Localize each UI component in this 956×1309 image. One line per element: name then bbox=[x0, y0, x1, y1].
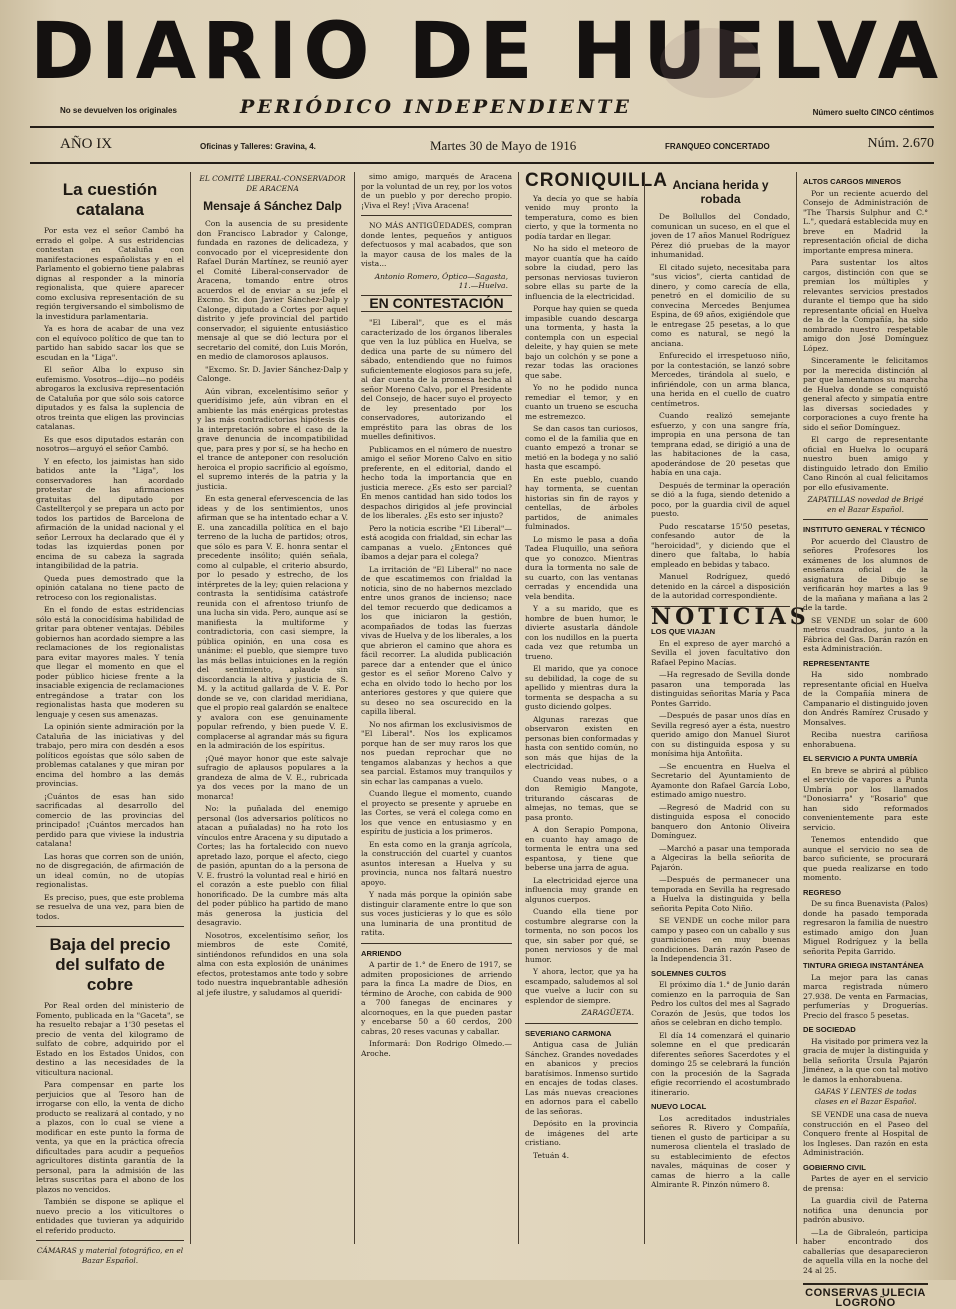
article-body-anciana bbox=[651, 212, 790, 601]
paragraph: Para sustentar los altos cargos, distinción con que se premian los múltiples y relevantes servicios prestados durante el tiempo que ha sido representante oficial en Huelva de la de la Compañía, ha sido nombrado nuestro respetable amigo don José Domínguez López. bbox=[803, 258, 928, 353]
paragraph: Es que esos diputados estarán con nosotros—arguyó el señor Cambó. bbox=[36, 434, 184, 453]
article-kicker-comite: EL COMITÉ LIBERAL-CONSERVADOR DE ARACENA bbox=[199, 174, 346, 193]
paragraph: No: la puñalada del enemigo personal (los adversarios políticos no atacan a puñaladas) no ha roto los vínculos entre Aracena y su diputado a Cortes; las ha fortalecido con nuevo apretado lazo, porque el afecto, ciego de pasión, apuntan do a la persona de V. E. frustró la voluntad real e hirió en el corazón a este pueblo con filial honorificado. De la cumbre más alta del poder público ha partido de mano más generosa la justicia del desagravio. bbox=[197, 804, 348, 927]
column-6 bbox=[796, 172, 934, 1309]
paragraph: Ha visitado por primera vez la gracia de mujer la distinguida y bella señorita Úrsula Pajarón Jiménez, a la que con tal motivo le damos la enhorabuena. bbox=[803, 1036, 928, 1084]
column-3 bbox=[354, 172, 518, 1244]
paragraph: El citado sujeto, necesitaba para "sus vicios", cierta cantidad de dinero, y como carecía de ella, penetró en el domicilio de su convecina Mercedes Benjumea Espina, de 69 años, exigiéndole que le entregase 25 pesetas, a lo que como es natural, se negó la anciana. bbox=[651, 262, 790, 348]
paragraph: La mejor para las canas marca registrada número 27.938. De venta en Farmacias, perfumerías y Droguerías. Precio del frasco 5 pesetas. bbox=[803, 972, 928, 1020]
paragraph: Queda pues demostrado que la opinión catalana no tiene pacto de retroceso con los regionalistas. bbox=[36, 573, 184, 602]
ad-coche: SE VENDE un coche milor para campo y paseo con un caballo y sus guarniciones en muy buenas condiciones. Darán razón Paseo de la Independencia 31. bbox=[651, 916, 790, 963]
paragraph: ¡Qué mayor honor que este salvaje sufragio de aplausos populares a la grandeza de alma de V. E., rubricada ya dos veces por la mano de un monarca! bbox=[197, 753, 348, 801]
masthead-subtitle: PERIÓDICO INDEPENDIENTE bbox=[240, 96, 632, 118]
article-columns bbox=[30, 170, 934, 1309]
paragraph: Ya es hora de acabar de una vez con el equívoco político de que tan to partido han sabido sacar los que se escudan en la "Liga". bbox=[36, 324, 184, 362]
paragraph: "Excmo. Sr. D. Javier Sánchez-Dalp y Calonge. bbox=[197, 364, 348, 383]
paragraph: Reciba nuestra cariñosa enhorabuena. bbox=[803, 730, 928, 749]
paragraph: Para compensar en parte los perjuicios que al Tesoro han de irrogarse con ello, la venta de dicho producto se realizará al contado, y no a plazos, con lo cual se viene a modificar en este punto la forma de venta, ya que en la práctica ofrecía dificultades para acudir a pequeños agricultores distinta garantía de la personal, para la admisión de las letras suscritas para el abono de los plazos no vencidos. bbox=[36, 1080, 184, 1194]
paragraph: Porque hay quien se queda impasible cuando descarga una tormenta, y hasta la contempla con un especial deleite, y hay quien se mete bajo un colchón y se pone a rezar todas las oraciones que sabe. bbox=[525, 304, 638, 380]
paragraph: Las horas que corren son de unión, no de disgregación, de afirmación de un ideal común, no de utopías regionalistas. bbox=[36, 851, 184, 889]
paragraph: Por acuerdo del Claustro de señores Profesores los exámenes de los alumnos de enseñanza oficial de la asignatura de Dibujo se verificarán hoy martes a las 9 de la mañana y mañana a las 2 de la tarde. bbox=[803, 536, 928, 612]
paragraph: No nos afirman los exclusivismos de "El Liberal". Nos los explicamos porque han de ser muy raros los que nos puedan reprochar que no tengamos alabanzas y hechos a que sea parcial. Estamos muy tranquilos y sin echar las campanas a vuelo. bbox=[361, 719, 512, 786]
paragraph: —Después de pasar unos días en Sevilla regresó ayer a ésta, nuestro querido amigo don Manuel Siurot con su distinguida esposa y su monísima hija Antoñita. bbox=[651, 711, 790, 758]
franqueo-label: FRANQUEO CONCERTADO bbox=[665, 142, 770, 151]
article-title-catalana: La cuestión catalana bbox=[62, 180, 158, 219]
paragraph: Algunas rarezas que observaron existen en personas bien conformadas y hasta con sentido común, no son más que hijas de la electricidad. bbox=[525, 714, 638, 771]
paragraph: Y a su marido, que es hombre de buen humor, le divierte asustarla dándole con los nudillos en la puerta cada vez que retumba un trueno. bbox=[525, 604, 638, 661]
subhead-viajan: LOS QUE VIAJAN bbox=[651, 627, 716, 636]
paragraph: En breve se abrirá al público el servicio de vapores a Punta Umbría por los llamados "Donosiarra" y "Rosario" que han sido reformados convenientemente para este servicio. bbox=[803, 765, 928, 832]
paragraph: Y ahora, lector, que ya ha escampado, saludemos al sol que vuelve a lucir con su esplendor de siempre. bbox=[525, 967, 638, 1005]
paragraph: Manuel Rodríguez, quedó detenido en la cárcel a disposición de la autoridad correspondiente. bbox=[651, 572, 790, 600]
paragraph: De su finca Buenavista (Palos) donde ha pasado temporada regresaron la familia de nuestro estimado amigo don Juan Miguel Rodríguez y la bella señorita Pepita Garrido. bbox=[803, 899, 928, 956]
paragraph: Yo no he podido nunca remediar el temor, y en cuanto un trueno se escucha me estremezco. bbox=[525, 383, 638, 421]
ad-zapatillas: ZAPATILLAS novedad de Brigé en el Bazar Español. bbox=[807, 495, 924, 514]
article-body-croniquilla bbox=[525, 194, 638, 1006]
paragraph: El día 14 comenzará el quinario solemne en el que predicarán diferentes señores Sacerdotes y el domingo 25 se celebrará la función con la procesión de la Sagrada efigie recorriendo el acostumbrado itinerario. bbox=[651, 1030, 790, 1097]
price-note: Número suelto CINCO céntimos bbox=[812, 108, 934, 117]
paragraph: —Ha regresado de Sevilla donde pasaron una temporada las distinguidas señoritas María y Paca Pontes Garrido. bbox=[651, 670, 790, 708]
paragraph: La guardia civil de Paterna notifica una denuncia por padrón abusivo. bbox=[803, 1196, 928, 1224]
article-body-catalana bbox=[36, 226, 184, 921]
croniquilla-signature: ZARAGÜETA. bbox=[581, 1008, 634, 1017]
article-body-mensaje bbox=[197, 219, 348, 997]
paragraph: simo amigo, marqués de Aracena por la voluntad de un rey, por los votos de un pueblo y por derecho propio. ¡Viva el Rey! ¡Viva Aracena! bbox=[361, 172, 512, 210]
article-title-sulfato: Baja del precio del sulfato de cobre bbox=[49, 935, 171, 994]
paragraph: Antigua casa de Julián Sánchez. Grandes novedades en abanicos y precios baratísimos. Inmenso surtido en encajes de todas clases. Las más nuevas creaciones en adornos para el cabello de las señoras. bbox=[525, 1040, 638, 1116]
paragraph: Tetuán 4. bbox=[533, 1150, 569, 1160]
paragraph: —Después de permanecer una temporada en Sevilla ha regresado a Huelva la distinguida y bella señorita Pepita Coto Niño. bbox=[651, 875, 790, 913]
ad-gafas: GAFAS Y LENTES de todas clases en el Bazar Español. bbox=[814, 1087, 917, 1106]
paragraph: De Bollullos del Condado, comunican un suceso, en el que el joven de 17 años Manuel Rodríguez Pérez dió pruebas de la mayor inhumanidad. bbox=[651, 212, 790, 259]
ad-camaras: CÁMARAS y material fotográfico, en el Bazar Español. bbox=[36, 1246, 184, 1265]
paragraph: Ha sido nombrado representante oficial en Huelva de la Compañía minera de Campanario el distinguido joven don Andrés Ramírez Crusado y Monsalves. bbox=[803, 670, 928, 727]
separator bbox=[36, 1240, 184, 1241]
masthead-subrow bbox=[30, 96, 934, 126]
separator bbox=[803, 519, 928, 520]
paragraph: El marido, que ya conoce su debilidad, la coge de su apellido y mientras dura la tormenta se despacha a su gusto diciendo golpes. bbox=[525, 664, 638, 711]
article-body-sulfato bbox=[36, 1001, 184, 1235]
paragraph: El señor Alba lo expuso sin eufemismo. Vosotros—dijo—no podéis abrogaros la exclusiva representación de Cataluña por que sólo sois catorce diputados y es falsa la suplencia de otros treinta que eligen las provincias catalanas. bbox=[36, 365, 184, 431]
paragraph: Cuando ella tiene por costumbre alegrarse con la tormenta, no son pocos los que, sin saber por qué, se ponen nerviosos y de mal humor. bbox=[525, 907, 638, 964]
paragraph: También se dispone se aplique el nuevo precio a los viticultores o entidades que tuvieran ya adquirido el referido producto. bbox=[36, 1197, 184, 1235]
info-rule bbox=[30, 162, 934, 164]
subhead-representante: REPRESENTANTE bbox=[803, 658, 870, 668]
subhead-cultos: SOLEMNES CULTOS bbox=[651, 968, 727, 978]
paragraph: "El Liberal", que es el más caracterizado de los órganos liberales que ven la luz pública en Huelva, se dedica una parte de su número del sábado, entendiendo que no fuimos suficientemente elogiosos para su jefe, al dar cuenta de la promesa hecha al señor Moreno Calvo, por el Presidente del Consejo, de hacer suyo el proyecto de ley presentado por los conservadores, autorizando el empréstito para las obras de los muelles definitivos. bbox=[361, 318, 512, 441]
paragraph: Cuando realizó semejante esfuerzo, y con una sangre fría, impropia en una persona de tan temprana edad, se dirigió a una de las habitaciones de la casa, apoderándose de 20 pesetas que había en una caja. bbox=[651, 411, 790, 477]
paragraph: Cuando veas nubes, o a don Remigio Mangote, triturando cáscaras de almejas, no temas, que se pasa pronto. bbox=[525, 774, 638, 822]
article-title-croniquilla: CRONIQUILLA bbox=[525, 170, 668, 191]
offices-address: Oficinas y Talleres: Gravina, 4. bbox=[200, 142, 316, 151]
paragraph: Nosotros, excelentísimo señor, los miembros de este Comité, sintiéndonos refundidos en una sola alma con esta explosión de unánimes efectos, protestamos ante todo y sobre todo nuestra inquebrantable adhesión al jefe ilustre, y saludamos al queridí- bbox=[197, 930, 348, 997]
ad-title-carmona: SEVERIANO CARMONA bbox=[525, 1028, 612, 1038]
paragraph: Por esta vez el señor Cambó ha errado el golpe. A sus estridencias contestan en Cataluña con manifestaciones españolistas y en el Parlamento el gobierno tiene palabras dignas al responder a la minoría regionalista, que quiere aparecer como exclusiva representación de su región tergiversando el simbolismo de la investidura parlamentaria. bbox=[36, 226, 184, 321]
paragraph: Por un reciente acuerdo del Consejo de Administración de "The Tharsis Sulphur and C.° L.", quedará establecida muy en breve en Madrid la representación oficial de dicha importante empresa minera. bbox=[803, 188, 928, 255]
ad-solar: SE VENDE un solar de 600 metros cuadrados, junto a la Fábrica del Gas. Darán razón en esta Administración. bbox=[803, 615, 928, 653]
issue-info-row bbox=[30, 128, 934, 162]
paragraph: Tenemos entendido que aunque el servicio no sea de barco suficiente, se procurará que pueda realizarse en todo momento. bbox=[803, 835, 928, 882]
subhead-instituto: INSTITUTO GENERAL Y TÉCNICO bbox=[803, 525, 926, 534]
paragraph: Por Real orden del ministerio de Fomento, publicada en la "Gaceta", se ha resuelto rebajar a 1'30 pesetas el precio de venta del kilogramo de sulfato de cobre, adquirido por el Estado en los Estados Unidos, con destino a las necesidades de la viticultura nacional. bbox=[36, 1001, 184, 1077]
separator bbox=[361, 943, 512, 944]
paragraph: Con la ausencia de su presidente don Francisco Labrador y Calonge, fundada en razones de delicadeza, y convocado por el vicepresidente don Rafael Durán Martínez, se reunió ayer el Comité Liberal-conservador de Aracena, tomando entre otros acuerdos el de enviar a su jefe el Excmo. Sr. don Javier Sánchez-Dalp y Calonge, diputado a Cortes por aquel distrito y jefe provincial del partido conservador, el siguiente entusiástico mensaje al que se dió lectura por el secretario del comité, don Luis Morón, en medio de clamorosos aplausos. bbox=[197, 219, 348, 361]
separator bbox=[36, 926, 184, 927]
article-title-contestacion: EN CONTESTACIÓN bbox=[361, 295, 512, 313]
paragraph: Publicamos en el número de nuestro amigo el señor Moreno Calvo en sitio preferente, en el editorial, dando el hecho toda la importancia que en justicia merece. ¿Es esto ser parcial? En menos cantidad han sido todos los despachos dirigidos al jefe provincial de los liberales. ¿Es esto ser injusto? bbox=[361, 444, 512, 520]
paragraph: Los acreditados industriales señores R. Rivero y Compañía, tienen el gusto de participar a su numerosa clientela el traslado de su establecimiento de efectos navales, máquinas de coser y camas de hierro a la calle Almirante R. Pinzón número 8. bbox=[651, 1113, 790, 1189]
library-stamp bbox=[660, 28, 760, 98]
paragraph: El cargo de representante oficial en Huelva lo ocupará nuestro buen amigo y distinguido letrado don Emilio Cano Rincón al cual felicitamos por ello efusivamente. bbox=[803, 435, 928, 492]
paragraph: La opinión siente admiración por la Cataluña de las iniciativas y del trabajo, pero mira con desdén a esos políticos egoístas que sólo saben de problemas catalanes y que miran por encima del hombro a las demás provincias. bbox=[36, 722, 184, 788]
paragraph: A don Serapio Pompona, en cuanto hay amago de tormenta le entra una sed espantosa, y tiene que beberse una jarra de agua. bbox=[525, 825, 638, 872]
paragraph: Pero la noticia escribe "El Liberal"—está acogida con frialdad, sin echar las campanas a vuelo. ¿Entonces qué íbamos a dejar para el colega? bbox=[361, 523, 512, 561]
paragraph: Enfurecido el irrespetuoso niño, por la contestación, se lanzó sobre Mercedes, tirándola al suelo, e infiriéndole, con un arma blanca, una herida en el cuello de cuatro centímetros. bbox=[651, 351, 790, 408]
column-5 bbox=[644, 172, 810, 1244]
article-title-arriendo: ARRIENDO bbox=[361, 948, 402, 958]
paragraph: Y nada más porque la opinión sabe distinguir claramente entre lo que son sus voces justicieras y lo que es sólo una luminaria de una prontitud de ratita. bbox=[361, 890, 512, 937]
masthead-title: DIARIO DE HUELVA bbox=[30, 7, 945, 97]
paragraph: En esta como en la granja agrícola, la construcción del cuartel y cuantos asuntos interesan a Huelva y su provincia, nunca nos faltará nuestro apoyo. bbox=[361, 839, 512, 887]
paragraph: La electricidad ejerce una influencia muy grande en algunos cuerpos. bbox=[525, 875, 638, 904]
paragraph: No ha sido el meteoro de mayor cuantía que ha caído sobre la ciudad, pero las personas nerviosas tuvieron sobre ellas su parte de la influencia de la electricidad. bbox=[525, 244, 638, 301]
article-title-mensaje: Mensaje á Sánchez Dalp bbox=[203, 199, 342, 213]
ad-casa: SE VENDE una casa de nueva construcción en el Paseo del Conquero frente al Hospital de los Ingleses. Dan razón en esta Administración. bbox=[803, 1110, 928, 1157]
paragraph: A partir de 1.° de Enero de 1917, se admiten proposiciones de arriendo para la finca La madre de Dios, en término de Aroche, con cabida de 900 a 700 fanegas de encinares y alcornoques, en la que pueden pastar y encebarse 50 a 60 cerdos, 200 cabras, 20 reses vacunas y caballar. bbox=[361, 960, 512, 1036]
paragraph: Pudo rescatarse 15'50 pesetas, confesando autor de la "heroicidad", y diciendo que el dinero que faltaba, lo había empleado en bebidas y tabaco. bbox=[651, 521, 790, 569]
ad-optica: NO MÁS ANTIGÜEDADES, compran donde lentes, pequeños y antiguos defectuosos y mal acabados, que son la mayor causa de los males de la vista... bbox=[361, 221, 512, 268]
paragraph: —Regresó de Madrid con su distinguida esposa el conocido banquero don Antonio Oliveira Domínguez. bbox=[651, 802, 790, 840]
paragraph: En este pueblo, cuando hay tormenta, se cuentan historias sin fin de rayos y centellas, de árboles partidos, de animales fulminados. bbox=[525, 474, 638, 531]
paragraph: Ya decía yo que se había venido muy pronto la temperatura, como es bien cierto, y que la tormenta no podía tardar en llegar. bbox=[525, 193, 638, 241]
paragraph: Lo mismo le pasa a doña Tadea Fluquillo, una señora que yo conozco. Mientras dura la tormenta no sale de su cuarto, con las ventanas cerradas y encendida una vela bendita. bbox=[525, 534, 638, 601]
originals-note: No se devuelven los originales bbox=[60, 106, 177, 115]
paragraph: La irritación de "El Liberal" no nace de que escatimemos con frialdad la noticia, sino de no habernos mezclado entre unos granos de incienso; nace del temor recuerdo que dedicamos a los que iniciaron la gestión, acompañados de todas las fuerzas vivas de Huelva y de los liberales, a los que abrieron el camino que ahora es fácil recorrer. La aludida publicación parece dar a entender que el único gestor es el señor Moreno Calvo y echa en olvido todo lo hecho por los anteriores gestores y que quiere que su deseo no sea oscurecido en la capilla liberal. bbox=[361, 564, 512, 716]
paragraph: El próximo día 1.° de Junio darán comienzo en la parroquia de San Pedro los cultos del mes al Sagrado Corazón de Jesús, que todos los años se celebran en dicho templo. bbox=[651, 980, 790, 1027]
column-2 bbox=[190, 172, 354, 1244]
paragraph: Depósito en la provincia de imágenes del arte cristiano. bbox=[525, 1119, 638, 1147]
issue-number: Núm. 2.670 bbox=[867, 136, 934, 151]
paragraph: Sinceramente le felicitamos por la merecida distinción al par que lamentamos su marcha de Huelva donde se conquistó general afecto y simpatía entre las diversas sociedades y corporaciones a cuyo frente ha sido el señor Domínguez. bbox=[803, 356, 928, 432]
separator bbox=[361, 215, 512, 216]
issue-year: AÑO IX bbox=[60, 136, 113, 152]
subhead-regreso: REGRESO bbox=[803, 887, 841, 897]
paragraph: —Se encuentra en Huelva el Secretario del Ayuntamiento de Ayamonte don Rafael García Lobo, estimado amigo nuestro. bbox=[651, 761, 790, 799]
paragraph: Es preciso, pues, que este problema se resuelva de una vez, para bien de todos. bbox=[36, 892, 184, 921]
article-title-anciana: Anciana herida y robada bbox=[672, 178, 769, 206]
paragraph: Cuando llegue el momento, cuando el proyecto se presente y apruebe en las Cortes, se verá el colega como en los que vence en entusiasmo y en espíritu de justicia a los primeros. bbox=[361, 789, 512, 836]
issue-date: Martes 30 de Mayo de 1916 bbox=[430, 138, 577, 153]
paragraph: —Marchó a pasar una temporada a Algeciras la bella señorita de Pajarón. bbox=[651, 843, 790, 872]
paragraph: Partes de ayer en el servicio de prensa: bbox=[803, 1174, 928, 1193]
subhead-punta-umbria: EL SERVICIO A PUNTA UMBRÍA bbox=[803, 754, 918, 763]
subhead-cargos-mineros: ALTOS CARGOS MINEROS bbox=[803, 177, 902, 186]
subhead-sociedad: DE SOCIEDAD bbox=[803, 1025, 856, 1034]
paragraph: En el expreso de ayer marchó a Sevilla el joven facultativo don Rafael Pepino Macías. bbox=[651, 638, 790, 667]
subhead-nuevo-local: NUEVO LOCAL bbox=[651, 1102, 707, 1111]
paragraph: Se dan casos tan curiosos, como el de la familia que en cuanto empezó a tronar se metió en la bodega y no salió hasta que escampó. bbox=[525, 424, 638, 471]
paragraph: Aún vibran, excelentísimo señor y queridísimo jefe, aún vibran en el ambiente las más enérgicas protestas y las más contradictorias hipótesis de la interpretación sobre el caso de la grave denuncia de incompatibilidad que, para pres y por sí, se ha hecho en el trance de anteponer con resolución heroica el propio sacrificio al egoísmo, el supremo interés de la patria y la justicia. bbox=[197, 386, 348, 491]
subhead-tintura: TINTURA GRIEGA INSTANTÁNEA bbox=[803, 961, 924, 970]
paragraph: Después de terminar la operación se dió a la fuga, siendo detenido a poco, por la guardia civil de aquel puesto. bbox=[651, 480, 790, 518]
column-4 bbox=[518, 170, 668, 1244]
paragraph: Informará: Don Rodrigo Olmedo.—Aroche. bbox=[361, 1039, 512, 1058]
paragraph: Y en efecto, los jaimistas han sido batidos ante la "Liga", los conservadores han acordado protestar de las afirmaciones gratuitas del diputado por Castellterçol y se prepara un acto por todos los partidos de Barcelona de afirmación de la unidad nacional y el señor Lerroux ha declarado que él y todas las izquierdas ponen por encima de su cabeza la sagrada intangibilidad de la patria. bbox=[36, 456, 184, 570]
column-1 bbox=[30, 172, 190, 1265]
ad-conservas-ulecia: CONSERVAS ULECIA LOGROÑO bbox=[803, 1283, 928, 1308]
ad-optica-signature: Antonio Romero, Óptico—Sagasta, 11.—Huelva. bbox=[374, 271, 508, 290]
section-title-noticias: NOTICIAS bbox=[651, 603, 810, 630]
paragraph: —La de Gibraleón, participa haber encontrado dos caballerías que desaparecieron de aquella villa en la noche del 24 al 25. bbox=[803, 1227, 928, 1275]
paragraph: En el fondo de estas estridencias sólo está la conocidísima habilidad de gritar para obtener ventajas. Débiles gobiernos han acordado siempre a las reclamaciones de los regionalistas para evitar mayores males. Y tenía que llegar el momento en que el poder público hiciese frente a la insaciable exigencia de reclamaciones entregándose a tratar con los regionalistas hasta que moderen su lenguaje y cesen sus amenazas. bbox=[36, 605, 184, 719]
subhead-gobierno-civil: GOBIERNO CIVIL bbox=[803, 1162, 866, 1172]
separator bbox=[525, 1023, 638, 1024]
paragraph: ¡Cuántos de esas han sido sacrificadas al desarrollo del comercio de las provincias del principado! ¡Cuántos mercados han perdido para que viviese la industria catalana! bbox=[36, 791, 184, 848]
article-body-contestacion bbox=[361, 318, 512, 938]
paragraph: En esta general efervescencia de las ideas y de los sentimientos, unos afirman que se ha intentado echar a V. E. una zancadilla política en el bajo terreno de la lucha de partidos; otros, que sólo es para V. E. honra sentar el precedente insólito; quién señala, como al culpable, el criterio absurdo, por lo pesado y estrecho, de los intérpretes de la ley; quien relaciona y contrasta la sentidísima catástrofe reunida con el afrentoso triunfo de una lucha sin vida. Pero, aunque así se manifiesta la multiforme y contradictoria, con casi siempre, la pública opinión, en una cosa es unánime: el pueblo, que siempre tuvo las más bellas intuiciones en la región del sentimiento, aplaude sin discordancia la altiva y justicia de S. M. y la actitud gallarda de V. E. Por donde se ve, con claridad meridiana, que el propio real galardón se enaltece y avalora con ese genuinamente popular refrendo, y bien puede V. E. complacerse al agrandar más su figura en la admiración de los espíritus. bbox=[197, 494, 348, 750]
